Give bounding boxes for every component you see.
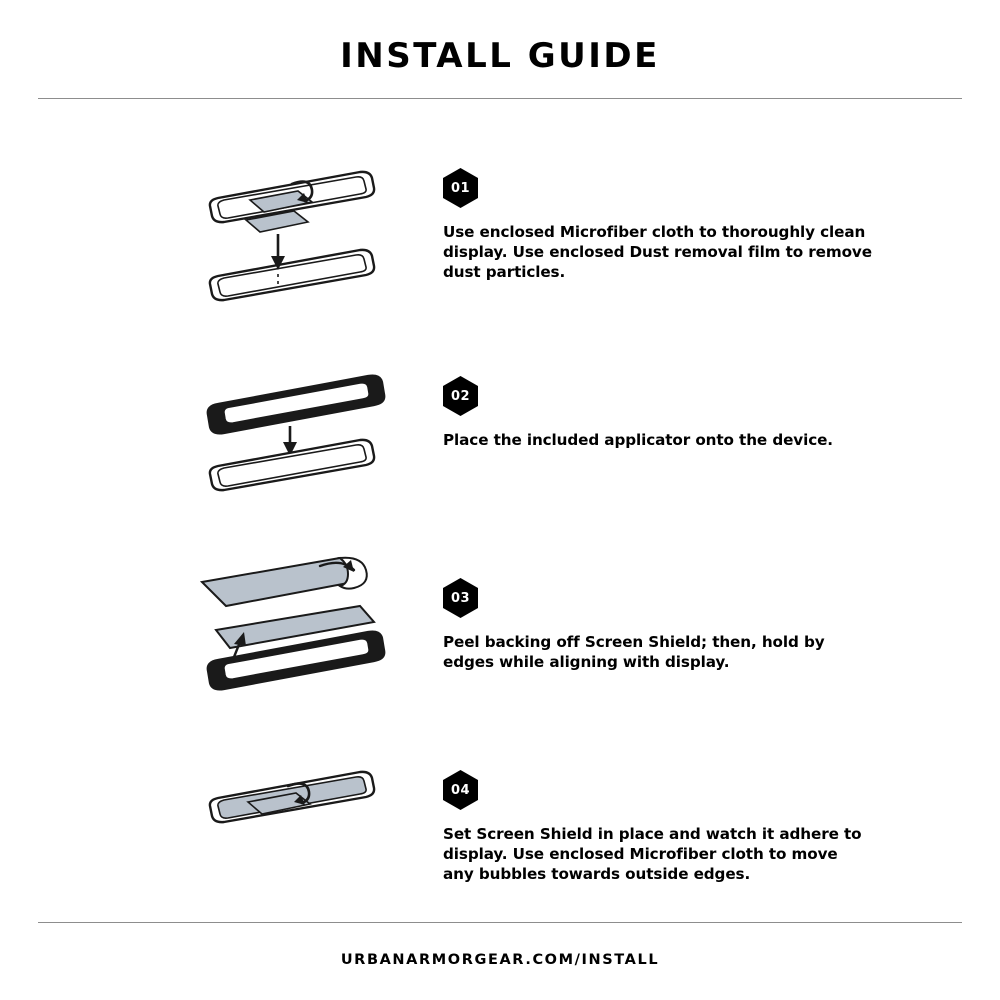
step-description-01: Use enclosed Microfiber cloth to thoroughly clean display. Use enclosed Dust removal film to remove dust particles. (443, 223, 872, 282)
step-badge-01 (443, 168, 478, 208)
step-01 (38, 160, 962, 340)
step-04-text-block (443, 770, 873, 884)
step-03 (38, 550, 962, 710)
step-number-01: 01 (450, 180, 471, 196)
set-shield-illustration (188, 760, 428, 855)
step-badge-04 (443, 770, 478, 810)
page-title: INSTALL GUIDE (340, 36, 660, 76)
step-02 (38, 370, 962, 510)
step-description-04: Set Screen Shield in place and watch it adhere to display. Use enclosed Microfiber cloth to move any bubbles towards outside edges. (443, 825, 862, 884)
step-04 (38, 760, 962, 890)
step-02-text-block (443, 376, 873, 450)
clean-display-illustration (188, 160, 428, 325)
step-badge-03 (443, 578, 478, 618)
step-number-02: 02 (450, 388, 471, 404)
footer-url: URBANARMORGEAR.COM/INSTALL (340, 952, 660, 968)
step-badge-02 (443, 376, 478, 416)
step-description-02: Place the included applicator onto the device. (443, 431, 833, 449)
footer-divider (38, 922, 962, 923)
step-03-text-block (443, 578, 873, 672)
peel-backing-illustration (188, 550, 428, 710)
place-applicator-illustration (188, 370, 428, 505)
step-number-04: 04 (450, 782, 471, 798)
header-divider (38, 98, 962, 99)
step-description-03: Peel backing off Screen Shield; then, hold by edges while aligning with display. (443, 633, 825, 672)
step-01-text-block (443, 168, 873, 282)
step-number-03: 03 (450, 590, 471, 606)
